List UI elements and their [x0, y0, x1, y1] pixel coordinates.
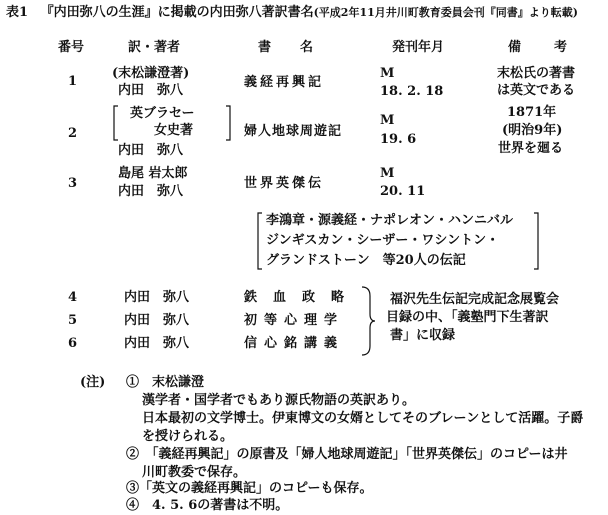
row-title: 初等心理学: [244, 313, 345, 328]
caption-source: (平成2年11月井川町教育委員会刊『同書』より転載): [313, 6, 578, 19]
row-number: 3: [68, 176, 78, 191]
row-author: 島尾 岩太郎: [118, 166, 188, 181]
row-date: 19. 6: [380, 132, 417, 147]
row-title: 鉄血政略: [244, 290, 361, 305]
row-era: M: [380, 113, 395, 128]
row-era: M: [380, 166, 395, 181]
row-author: 女史著: [154, 123, 194, 138]
row-number: 4: [68, 290, 78, 305]
row-author: 内田 弥八: [124, 313, 190, 328]
row-number: 1: [68, 74, 78, 89]
note-line: ① 末松謙澄: [126, 375, 205, 390]
note-line: 日本最初の文学博士。伊東博文の女婿としてそのブレーンとして活躍。子爵: [142, 411, 584, 426]
row-author: 内田 弥八: [118, 83, 184, 98]
figures-line: ジンギスカン・シーザー・ワシントン・: [266, 233, 500, 248]
row-author: (末松謙澄著): [112, 66, 190, 81]
row-number: 5: [68, 313, 78, 328]
row-date: 18. 2. 18: [380, 84, 444, 99]
table-caption: [6, 6, 578, 19]
row-title: 世界英傑伝: [244, 176, 325, 191]
row-author: 内田 弥八: [118, 143, 184, 158]
note-line: を授けられる。: [142, 429, 234, 444]
row-era: M: [380, 66, 395, 81]
note-line: 川町教委で保存。: [142, 465, 247, 480]
note-line: 漢学者・国学者でもあり源氏物語の英訳あり。: [142, 393, 416, 408]
row-author: 内田 弥八: [118, 184, 184, 199]
row-number: 2: [68, 126, 78, 141]
group-bracket: [360, 286, 376, 356]
caption-title: 『内田弥八の生涯』に掲載の内田弥八著訳書名: [40, 5, 314, 20]
row-remark: は英文である: [497, 83, 576, 98]
note-line: ③「英文の義経再興記」のコピーも保存。: [126, 481, 373, 496]
group-remark-line: 目録の中、「義塾門下生著訳: [386, 310, 549, 325]
row-author: 英ブラセー: [130, 106, 195, 121]
row-remark: 1871年: [507, 105, 557, 120]
header-author: 訳・著者: [128, 40, 181, 55]
row-remark: 世界を廻る: [498, 141, 564, 156]
note-line: ④ 4. 5. 6の著書は不明。: [126, 498, 289, 513]
figures-line: グランドストーン 等20人の伝記: [266, 253, 466, 268]
row-remark: 末松氏の著書: [497, 66, 576, 81]
row-date: 20. 11: [380, 184, 426, 199]
header-title: 書 名: [258, 40, 322, 55]
group-remark-line: 福沢先生伝記完成記念展覧会: [390, 292, 560, 307]
header-number: 番号: [58, 40, 85, 55]
row-remark: (明治9年): [502, 123, 563, 138]
header-date: 発刊年月: [392, 40, 445, 55]
row-title: 義経再興記: [244, 75, 325, 90]
group-remark-line: 書」に収録: [390, 328, 456, 343]
caption-label: 表1: [6, 5, 29, 20]
header-remarks: 備 考: [508, 40, 578, 55]
row-author: 内田 弥八: [124, 336, 190, 351]
note-line: ② 「義経再興記」の原書及「婦人地球周遊記」「世界英傑伝」のコピーは井: [126, 447, 568, 462]
notes-label: (注): [80, 375, 106, 390]
row-number: 6: [68, 336, 78, 351]
row-title: 婦人地球周遊記: [244, 124, 343, 139]
row-author: 内田 弥八: [124, 290, 190, 305]
row-title: 信心銘講義: [244, 336, 345, 351]
figures-line: 李鴻章・源義経・ナポレオン・ハンニバル: [266, 213, 514, 228]
